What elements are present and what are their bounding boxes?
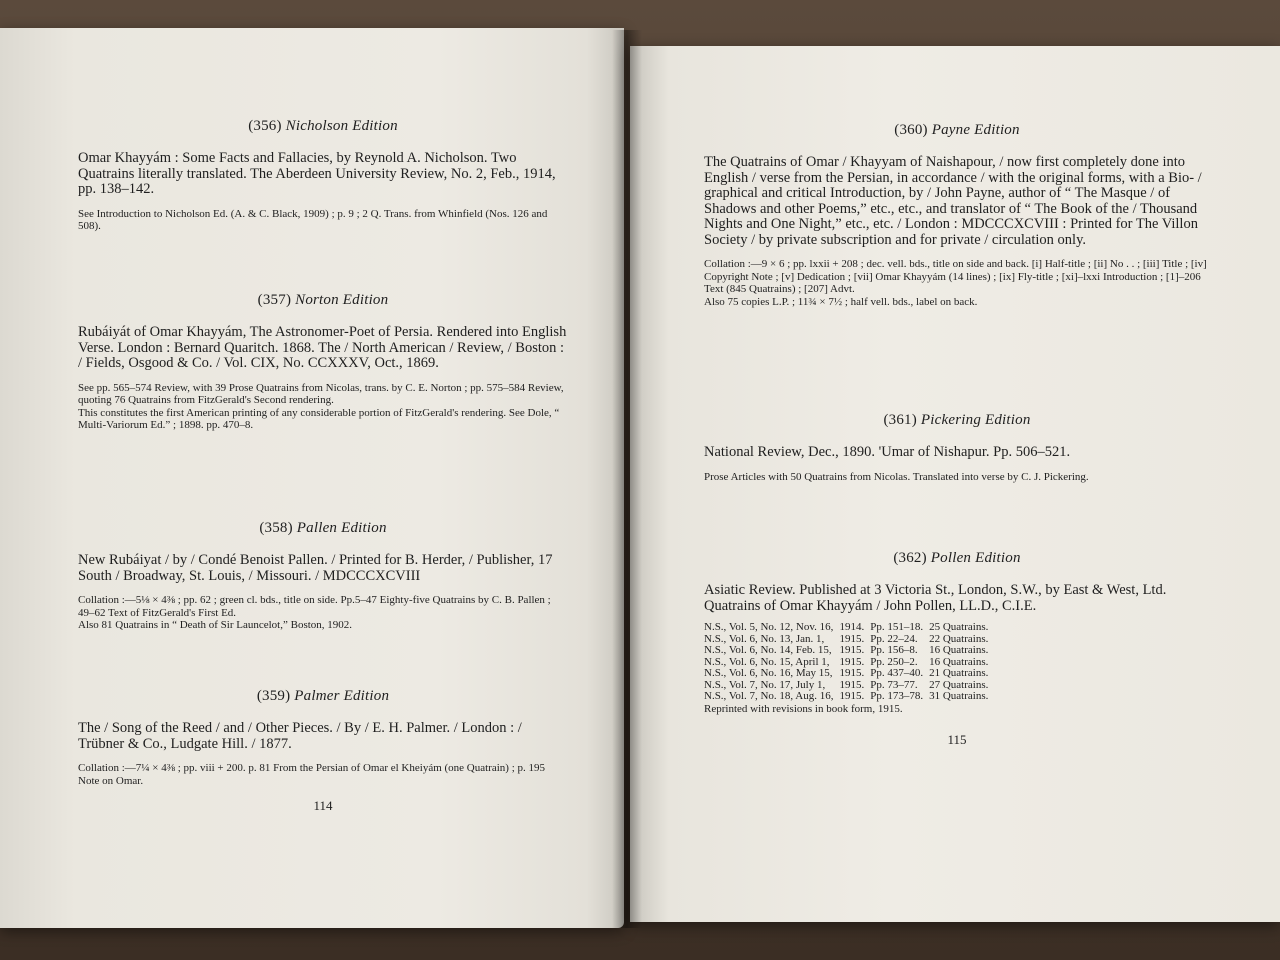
issue-row [704, 668, 994, 680]
issue-row [704, 645, 994, 657]
entry-360 [704, 122, 1210, 308]
issue-cell: Pp. 151–18. [870, 621, 924, 633]
entry-362 [704, 550, 1210, 715]
entry-note: Prose Articles with 50 Quatrains from Nicolas. Translated into verse by C. J. Pickering. [704, 470, 1089, 483]
issue-cell: N.S., Vol. 6, No. 15, April 1, [704, 655, 830, 668]
entry-356 [78, 118, 568, 233]
entry-heading [704, 412, 1210, 429]
edition-title: Palmer Edition [294, 688, 390, 704]
entry-body: Quatrains of Omar Khayyám / John Pollen, LL.D., C.I.E. [704, 597, 1037, 614]
issues-table [704, 622, 994, 703]
entry-note: Also 81 Quatrains in “ Death of Sir Launcelot,” Boston, 1902. [78, 619, 353, 631]
issue-cell: 1915. [839, 667, 865, 679]
entry-heading [78, 292, 568, 309]
edition-title: Pollen Edition [930, 550, 1021, 566]
issue-row [704, 622, 994, 634]
edition-title: Pallen Edition [296, 520, 387, 536]
entry-note: This constitutes the first American printing of any considerable portion of FitzGerald's rendering. See Dole, “ Multi-Variorum Ed.” ; 1898. pp. 470–8. [78, 406, 560, 431]
entry-359 [78, 688, 568, 787]
issue-cell: 22 Quatrains. [929, 632, 989, 645]
entry-357 [78, 292, 568, 432]
entry-note: Collation :—5⅛ × 4⅜ ; pp. 62 ; green cl. bds., title on side. Pp.5–47 Eighty-five Quatrains by C. B. Pallen ; 49–62 Text of FitzGerald's First Ed. [78, 594, 551, 619]
entry-heading [78, 688, 568, 705]
entry-number: (357) [257, 292, 292, 308]
issue-cell: 1915. [839, 644, 865, 656]
entry-note: See pp. 565–574 Review, with 39 Prose Quatrains from Nicolas, trans. by C. E. Norton ; pp. 575–584 Review, quoting 76 Quatrains from FitzGerald's Second rendering. [78, 381, 564, 406]
left-page [0, 28, 624, 928]
issue-cell: 1914. [839, 621, 865, 633]
entry-361 [704, 412, 1210, 483]
entry-number: (359) [256, 688, 291, 704]
issue-cell: 31 Quatrains. [929, 690, 989, 702]
issue-cell: 25 Quatrains. [929, 621, 989, 633]
issue-row [704, 691, 994, 703]
entry-heading [704, 550, 1210, 567]
page-number: 114 [313, 798, 333, 813]
entry-note: Collation :—7¼ × 4⅜ ; pp. viii + 200. p. 81 From the Persian of Omar el Kheiyám (one Quatrain) ; p. 195 Note on Omar. [78, 762, 546, 787]
issue-cell: 1915. [839, 678, 865, 691]
issue-cell: 16 Quatrains. [929, 655, 989, 668]
issue-cell: N.S., Vol. 7, No. 18, Aug. 16, [704, 690, 834, 702]
entry-body: Asiatic Review. Published at 3 Victoria St., London, S.W., by East & West, Ltd. [704, 582, 1167, 598]
issue-cell: Pp. 156–8. [870, 644, 918, 656]
entry-heading [78, 118, 568, 135]
issue-cell: N.S., Vol. 6, No. 14, Feb. 15, [704, 644, 832, 656]
issue-cell: N.S., Vol. 6, No. 13, Jan. 1, [704, 632, 825, 645]
entry-body: Omar Khayyám : Some Facts and Fallacies, by Reynold A. Nicholson. Two Quatrains literally translated. The Aberdeen University Review, No. 2, Feb., 1914, pp. 138–142. [78, 150, 556, 197]
issue-cell: 21 Quatrains. [929, 667, 989, 679]
edition-title: Payne Edition [931, 122, 1020, 138]
entry-358 [78, 520, 568, 632]
entry-body: New Rubáiyat / by / Condé Benoist Pallen. / Printed for B. Herder, / Publisher, 17 South / Broadway, St. Louis, / Missouri. / MDCCCXCVIII [78, 552, 553, 584]
edition-title: Norton Edition [295, 292, 389, 308]
reprint-note: Reprinted with revisions in book form, 1915. [704, 702, 903, 715]
right-page [630, 46, 1280, 922]
issue-cell: 1915. [839, 690, 865, 702]
entry-body: The / Song of the Reed / and / Other Pieces. / By / E. H. Palmer. / London : / Trübner & Co., Ludgate Hill. / 1877. [78, 720, 522, 752]
entry-number: (362) [893, 550, 927, 566]
entry-body: Rubáiyát of Omar Khayyám, The Astronomer-Poet of Persia. Rendered into English Verse. London : Bernard Quaritch. 1868. The / North American / Review, / Boston : / Fields, Osgood & Co. / Vol. CIX, No. CCXXXV, Oct., 1869. [78, 324, 567, 371]
issue-cell: Pp. 73–77. [870, 678, 918, 691]
issue-cell: N.S., Vol. 5, No. 12, Nov. 16, [704, 621, 834, 633]
entry-body: The Quatrains of Omar / Khayyam of Naishapour, / now first completely done into English / verse from the Persian, in accordance / with the original forms, with a Bio- / graphical and critical Introduction, by / John Payne, author of “ The Masque / of Shadows and other Poems,” etc., etc., and translator of “ The Book of the / Thousand Nights and One Night,” etc., etc. / London : MDCCCXCVIII : Printed for The Villon Society / by private subscription and for private / circulation only. [704, 154, 1202, 248]
issue-cell: 16 Quatrains. [929, 644, 989, 656]
page-number: 115 [947, 732, 967, 747]
issue-cell: 1915. [839, 632, 865, 645]
entry-number: (356) [248, 118, 282, 134]
issue-cell: Pp. 22–24. [870, 632, 918, 645]
issue-cell: Pp. 250–2. [870, 655, 918, 668]
issue-cell: Pp. 437–40. [870, 667, 924, 679]
entry-note: Also 75 copies L.P. ; 11¾ × 7½ ; half vell. bds., label on back. [704, 295, 978, 308]
entry-body: National Review, Dec., 1890. 'Umar of Nishapur. Pp. 506–521. [704, 444, 1071, 460]
issue-cell: Pp. 173–78. [870, 690, 924, 702]
entry-note: Collation :—9 × 6 ; pp. lxxii + 208 ; dec. vell. bds., title on side and back. [i] Half-title ; [ii] No . . ; [iii] Title ; [iv] Copyright Note ; [v] Dedication ; [vii] Omar Khayyám (14 lines) ; [ix] Fly-title ; [xi]–lxxi Introduction ; [1]–206 Text (845 Quatrains) ; [207] Advt. [704, 258, 1207, 295]
entry-heading [78, 520, 568, 537]
edition-title: Pickering Edition [920, 412, 1031, 428]
entry-heading [704, 122, 1210, 139]
issue-cell: 1915. [839, 655, 865, 668]
entry-number: (361) [883, 412, 917, 428]
edition-title: Nicholson Edition [285, 118, 398, 134]
issue-cell: 27 Quatrains. [929, 678, 989, 691]
entry-number: (358) [259, 520, 293, 536]
entry-note: See Introduction to Nicholson Ed. (A. & C. Black, 1909) ; p. 9 ; 2 Q. Trans. from Whinfield (Nos. 126 and 508). [78, 207, 548, 232]
issue-cell: N.S., Vol. 6, No. 16, May 15, [704, 667, 833, 679]
issue-cell: N.S., Vol. 7, No. 17, July 1, [704, 678, 826, 691]
entry-number: (360) [894, 122, 928, 138]
